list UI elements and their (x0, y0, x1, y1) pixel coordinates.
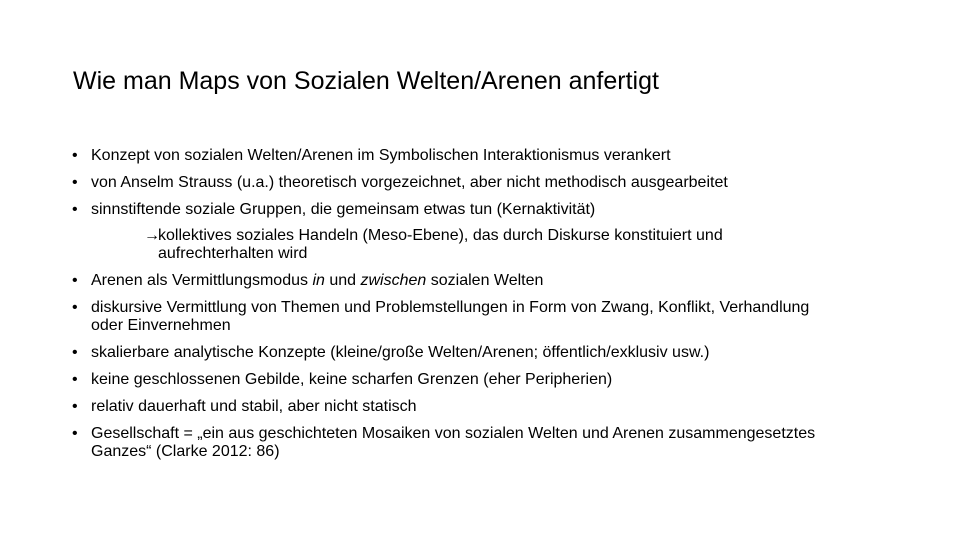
bullet-text: diskursive Vermittlung von Themen und Problemstellungen in Form von Zwang, Konflikt, Verhandlung oder Einvernehmen (91, 299, 810, 334)
bullet-list (72, 147, 832, 470)
sub-item-text: kollektives soziales Handeln (Meso-Ebene), das durch Diskurse konstituiert und aufrechterhalten wird (158, 227, 723, 262)
bullet-icon: • (72, 398, 78, 415)
bullet-text-part: sozialen Welten (426, 272, 544, 289)
bullet-icon: • (72, 174, 78, 191)
bullet-item (72, 272, 832, 290)
bullet-text: keine geschlossenen Gebilde, keine scharfen Grenzen (eher Peripherien) (91, 371, 613, 388)
bullet-text: relativ dauerhaft und stabil, aber nicht statisch (91, 398, 417, 415)
bullet-item (72, 201, 832, 219)
bullet-item (72, 371, 832, 389)
bullet-item (72, 398, 832, 416)
bullet-text: skalierbare analytische Konzepte (kleine/große Welten/Arenen; öffentlich/exklusiv usw.) (91, 344, 710, 361)
bullet-icon: • (72, 344, 78, 361)
bullet-icon: • (72, 299, 78, 316)
bullet-icon: • (72, 147, 78, 164)
bullet-icon: • (72, 201, 78, 218)
bullet-item (72, 174, 832, 192)
bullet-item (72, 425, 832, 461)
bullet-text: sinnstiftende soziale Gruppen, die gemeinsam etwas tun (Kernaktivität) (91, 201, 596, 218)
bullet-icon: • (72, 425, 78, 442)
slide-title: Wie man Maps von Sozialen Welten/Arenen anfertigt (73, 67, 659, 95)
emphasis-zwischen: zwischen (360, 272, 427, 289)
bullet-text (91, 272, 543, 289)
arrow-right-icon: → (144, 227, 160, 244)
emphasis-in: in (312, 272, 325, 289)
bullet-text: Konzept von sozialen Welten/Arenen im Symbolischen Interaktionismus verankert (91, 147, 671, 164)
bullet-item (72, 299, 832, 335)
bullet-item (72, 344, 832, 362)
sub-item (72, 227, 832, 263)
bullet-icon: • (72, 272, 78, 289)
bullet-text: von Anselm Strauss (u.a.) theoretisch vorgezeichnet, aber nicht methodisch ausgearbeitet (91, 174, 728, 191)
bullet-text: Gesellschaft = „ein aus geschichteten Mosaiken von sozialen Welten und Arenen zusammengesetztes Ganzes“ (Clarke 2012: 86) (91, 425, 816, 460)
bullet-text-part: Arenen als Vermittlungsmodus (91, 272, 313, 289)
bullet-item (72, 147, 832, 165)
bullet-text-part: und (324, 272, 361, 289)
bullet-icon: • (72, 371, 78, 388)
